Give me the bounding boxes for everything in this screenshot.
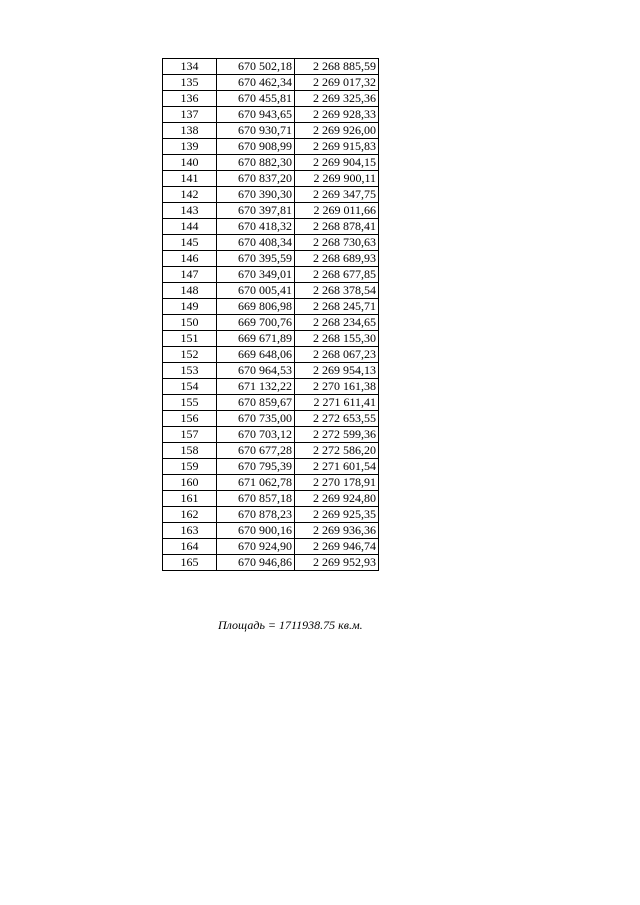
y-coordinate-cell: 2 272 653,55 — [295, 411, 379, 427]
y-coordinate-cell: 2 268 885,59 — [295, 59, 379, 75]
table-row — [163, 139, 379, 155]
point-number-cell: 136 — [163, 91, 217, 107]
y-coordinate-cell: 2 269 011,66 — [295, 203, 379, 219]
x-coordinate-cell: 670 908,99 — [217, 139, 295, 155]
point-number-cell: 135 — [163, 75, 217, 91]
y-coordinate-cell: 2 268 378,54 — [295, 283, 379, 299]
x-coordinate-cell: 670 882,30 — [217, 155, 295, 171]
y-coordinate-cell: 2 268 234,65 — [295, 315, 379, 331]
x-coordinate-cell: 670 397,81 — [217, 203, 295, 219]
table-row — [163, 427, 379, 443]
point-number-cell: 162 — [163, 507, 217, 523]
table-row — [163, 379, 379, 395]
y-coordinate-cell: 2 269 925,35 — [295, 507, 379, 523]
table-row — [163, 251, 379, 267]
area-note: Площадь = 1711938.75 кв.м. — [218, 618, 363, 632]
x-coordinate-cell: 670 462,34 — [217, 75, 295, 91]
x-coordinate-cell: 670 900,16 — [217, 523, 295, 539]
y-coordinate-cell: 2 269 936,36 — [295, 523, 379, 539]
table-row — [163, 123, 379, 139]
y-coordinate-cell: 2 272 599,36 — [295, 427, 379, 443]
point-number-cell: 149 — [163, 299, 217, 315]
point-number-cell: 147 — [163, 267, 217, 283]
coordinates-table-body — [163, 59, 379, 571]
table-row — [163, 283, 379, 299]
x-coordinate-cell: 670 735,00 — [217, 411, 295, 427]
y-coordinate-cell: 2 269 954,13 — [295, 363, 379, 379]
point-number-cell: 155 — [163, 395, 217, 411]
table-row — [163, 315, 379, 331]
x-coordinate-cell: 670 837,20 — [217, 171, 295, 187]
table-row — [163, 347, 379, 363]
y-coordinate-cell: 2 269 325,36 — [295, 91, 379, 107]
table-row — [163, 331, 379, 347]
point-number-cell: 143 — [163, 203, 217, 219]
x-coordinate-cell: 670 395,59 — [217, 251, 295, 267]
x-coordinate-cell: 670 390,30 — [217, 187, 295, 203]
y-coordinate-cell: 2 269 952,93 — [295, 555, 379, 571]
x-coordinate-cell: 670 964,53 — [217, 363, 295, 379]
x-coordinate-cell: 670 349,01 — [217, 267, 295, 283]
y-coordinate-cell: 2 272 586,20 — [295, 443, 379, 459]
y-coordinate-cell: 2 269 900,11 — [295, 171, 379, 187]
point-number-cell: 159 — [163, 459, 217, 475]
point-number-cell: 146 — [163, 251, 217, 267]
y-coordinate-cell: 2 269 915,83 — [295, 139, 379, 155]
point-number-cell: 150 — [163, 315, 217, 331]
table-row — [163, 363, 379, 379]
point-number-cell: 157 — [163, 427, 217, 443]
point-number-cell: 139 — [163, 139, 217, 155]
point-number-cell: 158 — [163, 443, 217, 459]
point-number-cell: 140 — [163, 155, 217, 171]
point-number-cell: 163 — [163, 523, 217, 539]
x-coordinate-cell: 670 930,71 — [217, 123, 295, 139]
table-row — [163, 91, 379, 107]
table-row — [163, 219, 379, 235]
y-coordinate-cell: 2 268 155,30 — [295, 331, 379, 347]
x-coordinate-cell: 671 062,78 — [217, 475, 295, 491]
point-number-cell: 145 — [163, 235, 217, 251]
y-coordinate-cell: 2 270 178,91 — [295, 475, 379, 491]
x-coordinate-cell: 669 671,89 — [217, 331, 295, 347]
table-row — [163, 235, 379, 251]
table-row — [163, 203, 379, 219]
y-coordinate-cell: 2 269 017,32 — [295, 75, 379, 91]
point-number-cell: 160 — [163, 475, 217, 491]
table-row — [163, 59, 379, 75]
table-row — [163, 395, 379, 411]
y-coordinate-cell: 2 268 677,85 — [295, 267, 379, 283]
y-coordinate-cell: 2 268 730,63 — [295, 235, 379, 251]
y-coordinate-cell: 2 268 878,41 — [295, 219, 379, 235]
y-coordinate-cell: 2 269 924,80 — [295, 491, 379, 507]
table-row — [163, 171, 379, 187]
point-number-cell: 134 — [163, 59, 217, 75]
y-coordinate-cell: 2 269 904,15 — [295, 155, 379, 171]
x-coordinate-cell: 670 795,39 — [217, 459, 295, 475]
x-coordinate-cell: 670 455,81 — [217, 91, 295, 107]
table-row — [163, 507, 379, 523]
point-number-cell: 137 — [163, 107, 217, 123]
table-row — [163, 411, 379, 427]
point-number-cell: 156 — [163, 411, 217, 427]
x-coordinate-cell: 670 924,90 — [217, 539, 295, 555]
y-coordinate-cell: 2 269 347,75 — [295, 187, 379, 203]
y-coordinate-cell: 2 269 928,33 — [295, 107, 379, 123]
point-number-cell: 164 — [163, 539, 217, 555]
x-coordinate-cell: 669 700,76 — [217, 315, 295, 331]
table-row — [163, 443, 379, 459]
table-row — [163, 299, 379, 315]
y-coordinate-cell: 2 268 689,93 — [295, 251, 379, 267]
point-number-cell: 161 — [163, 491, 217, 507]
x-coordinate-cell: 670 408,34 — [217, 235, 295, 251]
point-number-cell: 144 — [163, 219, 217, 235]
table-row — [163, 267, 379, 283]
y-coordinate-cell: 2 271 611,41 — [295, 395, 379, 411]
table-row — [163, 523, 379, 539]
point-number-cell: 153 — [163, 363, 217, 379]
x-coordinate-cell: 669 648,06 — [217, 347, 295, 363]
y-coordinate-cell: 2 269 926,00 — [295, 123, 379, 139]
x-coordinate-cell: 670 703,12 — [217, 427, 295, 443]
x-coordinate-cell: 669 806,98 — [217, 299, 295, 315]
point-number-cell: 165 — [163, 555, 217, 571]
y-coordinate-cell: 2 268 245,71 — [295, 299, 379, 315]
x-coordinate-cell: 670 946,86 — [217, 555, 295, 571]
x-coordinate-cell: 670 857,18 — [217, 491, 295, 507]
table-row — [163, 459, 379, 475]
table-row — [163, 539, 379, 555]
x-coordinate-cell: 670 502,18 — [217, 59, 295, 75]
point-number-cell: 148 — [163, 283, 217, 299]
x-coordinate-cell: 670 943,65 — [217, 107, 295, 123]
table-row — [163, 155, 379, 171]
x-coordinate-cell: 670 878,23 — [217, 507, 295, 523]
x-coordinate-cell: 670 677,28 — [217, 443, 295, 459]
x-coordinate-cell: 670 005,41 — [217, 283, 295, 299]
point-number-cell: 138 — [163, 123, 217, 139]
point-number-cell: 142 — [163, 187, 217, 203]
table-row — [163, 107, 379, 123]
x-coordinate-cell: 670 418,32 — [217, 219, 295, 235]
point-number-cell: 151 — [163, 331, 217, 347]
coordinates-table — [162, 58, 379, 571]
table-row — [163, 75, 379, 91]
x-coordinate-cell: 671 132,22 — [217, 379, 295, 395]
y-coordinate-cell: 2 269 946,74 — [295, 539, 379, 555]
point-number-cell: 141 — [163, 171, 217, 187]
x-coordinate-cell: 670 859,67 — [217, 395, 295, 411]
point-number-cell: 152 — [163, 347, 217, 363]
table-row — [163, 475, 379, 491]
table-row — [163, 187, 379, 203]
y-coordinate-cell: 2 271 601,54 — [295, 459, 379, 475]
table-row — [163, 555, 379, 571]
y-coordinate-cell: 2 268 067,23 — [295, 347, 379, 363]
table-row — [163, 491, 379, 507]
y-coordinate-cell: 2 270 161,38 — [295, 379, 379, 395]
point-number-cell: 154 — [163, 379, 217, 395]
